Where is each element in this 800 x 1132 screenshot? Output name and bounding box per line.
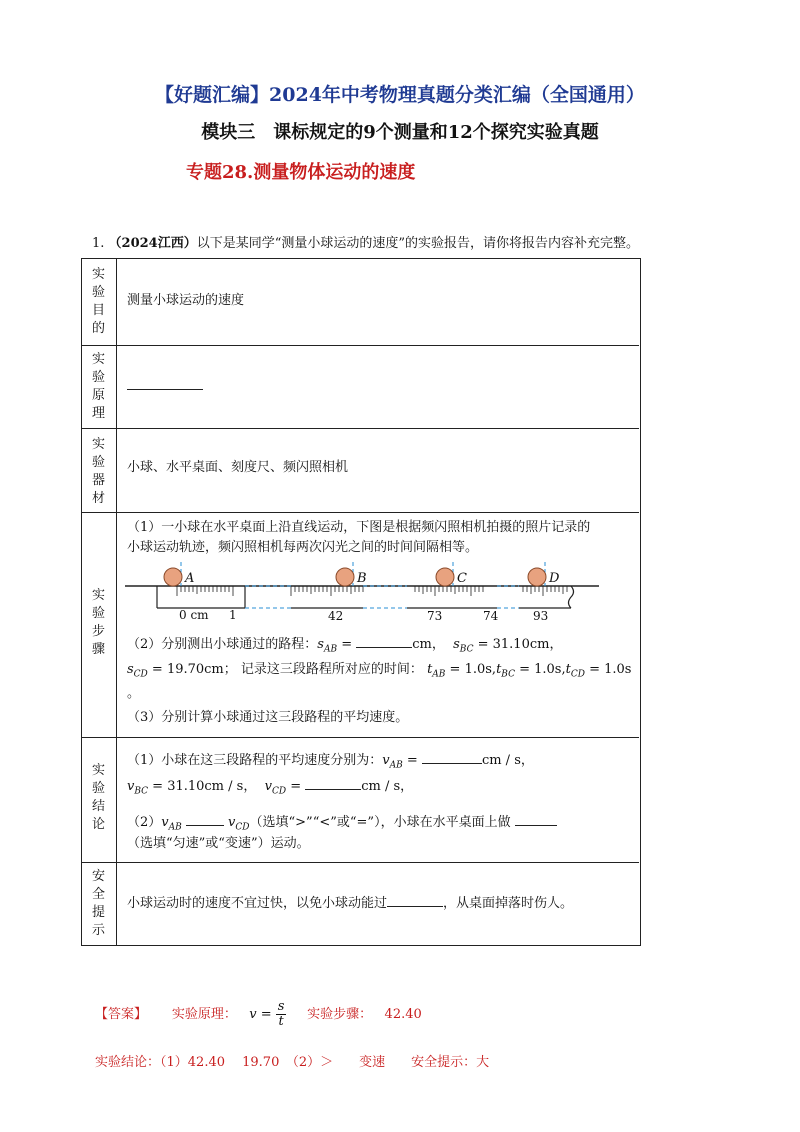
tick-label: 74 [483,609,499,623]
ruler-segment [291,586,363,596]
tick-label: 0 cm [179,608,209,622]
topic-title: 专题28.测量物体运动的速度 [186,162,416,183]
break-mark [569,586,574,608]
principle-label: 实验原理： [171,1007,237,1022]
question-body: 以下是某同学“测量小球运动的速度”的实验报告，请你将报告内容补充完整。 [196,236,640,251]
motion-diagram [125,560,625,626]
label-a: A [185,571,195,586]
row-divider [81,345,639,346]
row-divider [81,862,639,863]
safety-blank[interactable] [387,892,443,907]
vcd-blank[interactable] [305,775,361,790]
row-label-principle: 实 验 原 理 [91,352,105,421]
ball-c [436,568,454,586]
compare-blank[interactable] [186,811,224,826]
label-b: B [357,571,367,586]
row-label-purpose: 实 验 目 的 [91,267,105,336]
row-label-equipment: 实 验 器 材 [91,437,105,506]
label-c: C [457,571,467,586]
step3: （3）分别计算小球通过这三段路程的平均速度。 [127,710,409,725]
ruler-segment [415,586,483,596]
label-d: D [549,571,560,586]
steps-value: 42.40 [384,1007,422,1022]
tick-label: 93 [533,609,549,623]
question-number: 1. [92,236,105,251]
tick-label: 1 [229,608,237,622]
equipment-content: 小球、水平桌面、刻度尺、频闪照相机 [127,460,349,475]
tick-label: 73 [427,609,443,623]
conclusion-line4: （选填“匀速”或“变速”）运动。 [127,836,310,851]
ruler-segment [523,586,567,596]
step1-line2: 小球运动轨迹，频闪照相机每两次闪光之间的时间间隔相等。 [127,540,479,555]
ball-b [336,568,354,586]
principle-answer-blank[interactable] [127,375,203,397]
tick-label: 42 [328,609,344,623]
step2-end: 。 [127,686,141,701]
velocity-formula: v = $\frac{s}{t}$ [249,999,285,1029]
question-text [92,232,639,251]
conclusion-line3: $(2)v_{AB}$ $v_{CD}$（选填“>”“<”或“=”），小球在水平桌面上做 [127,811,557,838]
row-divider [81,428,639,429]
ball-a [164,568,182,586]
motion-type-blank[interactable] [515,811,557,826]
row-label-steps: 实 验 步 骤 [91,588,105,657]
conclusion-line2: $v_{BC} = 31.10cm / s$， $v_{CD}$ = cm / s， [127,775,413,802]
row-label-conclusion: 实 验 结 论 [91,763,105,832]
balls [164,568,546,586]
sab-blank[interactable] [356,633,412,648]
row-divider [81,512,639,513]
step1-line1: （1）一小球在水平桌面上沿直线运动，下图是根据频闪照相机拍摄的照片记录的 [127,520,591,535]
steps-label: 实验步骤： [307,1007,373,1022]
vab-blank[interactable] [422,749,482,764]
ruler-segment [157,586,245,608]
step2-line2: $s_{CD} = 19.70cm$； 记录这三段路程所对应的时间： $t_{AB} = 1.0s,t_{BC} = 1.0s,t_{CD} = 1.0s$ [127,662,632,680]
step2-line1: （2）分别测出小球通过的路程：$s_{AB}$ = cm， $s_{BC} = 31.10cm$， [127,633,562,660]
answer-line2: 实验结论：（1）42.40 19.70 （2）＞ 变速 安全提示：大 [95,1055,490,1070]
safety-content: 小球运动时的速度不宜过快，以免小球动能过 ，从桌面掉落时伤人。 [127,892,573,914]
answer-tag: 【答案】 [95,1007,148,1022]
module-title: 模块三 课标规定的9个测量和12个探究实验真题 [201,122,599,143]
document-title: 【好题汇编】2024年中考物理真题分类汇编（全国通用） [155,84,645,106]
row-divider [81,737,639,738]
question-source: （2024江西） [108,236,197,251]
ball-d [528,568,546,586]
purpose-content: 测量小球运动的速度 [127,293,245,308]
conclusion-line1: （1）小球在这三段路程的平均速度分别为：$v_{AB}$ = cm / s， [127,749,534,776]
row-label-safety: 安 全 提 示 [91,869,105,938]
answer-line1 [95,1000,422,1029]
